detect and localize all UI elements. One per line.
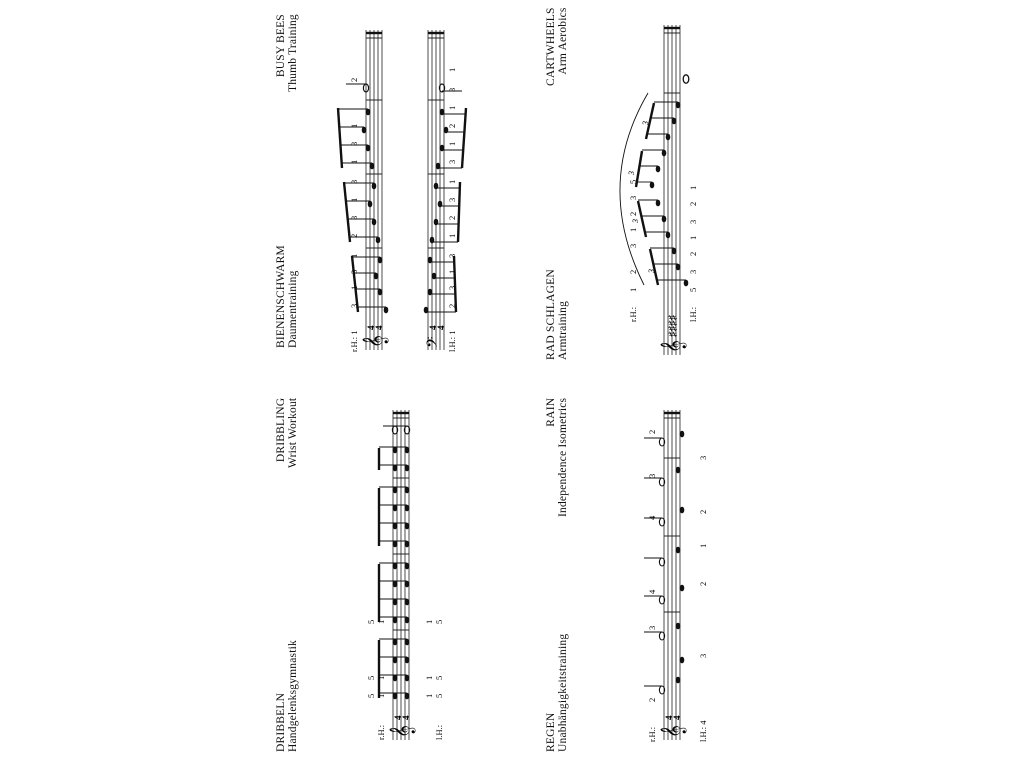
fingering-regen-lh [698, 456, 708, 742]
subtitle-text: Wrist Workout [287, 397, 299, 468]
finger-number: 1 [447, 141, 457, 146]
rh-label: r.H.: [376, 724, 386, 740]
finger-number: 5 [366, 675, 376, 680]
finger-number: 3 [628, 243, 638, 248]
finger-number: 1 [698, 543, 708, 548]
subtitle-text: Handgelenksgymnastik [287, 640, 299, 752]
svg-text:4: 4 [393, 715, 403, 720]
finger-number: 2 [688, 251, 698, 256]
finger-number: 3 [447, 253, 457, 258]
title-text: REGEN [545, 712, 557, 752]
finger-number: 1 [688, 235, 698, 240]
key-signature-sharps: ♯♯♯♯ [667, 315, 679, 337]
staff-lines [664, 410, 680, 740]
staff-radschlagen [620, 25, 689, 355]
finger-number: 2 [349, 233, 359, 238]
finger-number: 5 [628, 179, 638, 184]
lh-label: l.H.: [434, 724, 444, 740]
bass-clef-icon: 𝄢 [424, 336, 444, 348]
lh-label: l.H.: [688, 306, 698, 322]
subtitle-text: Unabhängigkeitstraining [557, 633, 569, 752]
title-text: DRIBBLING [275, 397, 287, 463]
finger-number: 2 [647, 429, 657, 434]
finger-number: 1 [628, 287, 638, 292]
finger-number: 2 [688, 201, 698, 206]
subtitle-text: Arm Aerobics [557, 7, 569, 75]
beams [338, 108, 358, 312]
finger-number: 5 [366, 693, 376, 698]
finger-number: 1 [349, 253, 359, 258]
svg-text:4: 4 [428, 325, 438, 330]
title-text: BIENENSCHWARM [275, 245, 287, 348]
subtitle-text: Armtraining [557, 300, 569, 360]
title-text: CARTWHEELS [545, 7, 557, 86]
staff-lines [428, 30, 444, 350]
title-text: BUSY BEES [275, 14, 287, 78]
tuplet-number: 3 [647, 269, 656, 273]
finger-number: 3 [447, 285, 457, 290]
finger-number: 1 [424, 693, 434, 698]
finger-number: 5 [434, 675, 444, 680]
finger-number: 5 [434, 693, 444, 698]
staff-lines [393, 410, 409, 740]
rh-label: r.H.: [628, 306, 638, 322]
finger-number: 5 [434, 619, 444, 624]
fingering-dribbeln-rh [366, 620, 386, 740]
lh-label: l.H.: 4 [698, 720, 708, 742]
finger-number: 1 [424, 675, 434, 680]
svg-text:4: 4 [672, 715, 682, 720]
rh-label: r.H.: 1 [349, 330, 359, 352]
finger-number: 2 [628, 269, 638, 274]
beams [454, 108, 466, 312]
finger-number: 2 [447, 215, 457, 220]
finger-number: 5 [688, 287, 698, 292]
finger-number: 3 [647, 473, 657, 478]
treble-clef-icon: 𝄞 [389, 724, 414, 738]
staff-regen [644, 410, 686, 740]
subtitle-text: Independence Isometrics [557, 397, 569, 517]
subtitle-text: Thumb Training [287, 14, 299, 92]
staff-dribbeln [379, 410, 415, 740]
staff-bienenschwarm-bass [424, 30, 466, 350]
treble-clef-icon: 𝄞 [660, 339, 685, 353]
finger-number: 1 [447, 233, 457, 238]
staff-lines [664, 25, 680, 355]
finger-number: 4 [647, 515, 657, 520]
subtitle-text: Daumentraining [287, 270, 299, 348]
svg-text:4: 4 [374, 325, 384, 330]
finger-number: 1 [447, 105, 457, 110]
fingering-radschlagen-lh [688, 186, 698, 322]
finger-number: 3 [647, 625, 657, 630]
svg-text:4: 4 [401, 715, 411, 720]
tuplet-number: 3 [627, 171, 636, 175]
finger-number: 1 [376, 619, 386, 624]
finger-number: 3 [349, 179, 359, 184]
finger-number: 2 [647, 697, 657, 702]
finger-number: 4 [647, 589, 657, 594]
title-text: DRIBBELN [275, 692, 287, 752]
svg-text:4: 4 [436, 325, 446, 330]
fingering-dribbeln-lh [424, 620, 444, 740]
tuplet-number: 3 [631, 219, 640, 223]
lh-label: l.H.: 1 [447, 330, 457, 352]
finger-number: 1 [349, 123, 359, 128]
finger-number: 1 [349, 285, 359, 290]
finger-number: 1 [447, 67, 457, 72]
time-signature: 4 [366, 325, 376, 330]
staff-bienenschwarm-treble [338, 30, 388, 350]
finger-number: 1 [447, 179, 457, 184]
finger-number: 3 [349, 269, 359, 274]
finger-number: 3 [698, 455, 708, 460]
svg-text:4: 4 [664, 715, 674, 720]
title-text: RAIN [545, 397, 557, 427]
finger-number: 3 [447, 197, 457, 202]
finger-number: 3 [447, 87, 457, 92]
finger-number: 3 [349, 303, 359, 308]
rh-label: r.H.: [647, 726, 657, 742]
finger-number: 3 [698, 653, 708, 658]
title-text: RAD SCHLAGEN [545, 269, 557, 360]
finger-number: 1 [447, 269, 457, 274]
finger-number: 5 [366, 619, 376, 624]
finger-number: 2 [698, 581, 708, 586]
finger-number: 3 [349, 215, 359, 220]
finger-number: 1 [349, 197, 359, 202]
finger-number: 2 [698, 509, 708, 514]
treble-clef-icon: 𝄞 [362, 334, 387, 348]
finger-number: 3 [447, 159, 457, 164]
noteheads [650, 75, 689, 286]
stems [637, 102, 686, 280]
finger-number: 1 [349, 159, 359, 164]
finger-number: 2 [447, 303, 457, 308]
finger-number: 2 [447, 123, 457, 128]
fingering-regen-rh [647, 430, 657, 742]
tuplet-number: 3 [641, 121, 650, 125]
beams [636, 103, 658, 285]
finger-number: 1 [376, 675, 386, 680]
finger-number: 3 [628, 195, 638, 200]
finger-number: 1 [376, 693, 386, 698]
finger-number: 3 [688, 219, 698, 224]
staff-lines [366, 30, 382, 350]
finger-number: 1 [628, 227, 638, 232]
finger-number: 1 [424, 619, 434, 624]
finger-number: 3 [349, 141, 359, 146]
finger-number: 1 [688, 185, 698, 190]
finger-number: 3 [688, 269, 698, 274]
finger-number: 2 [349, 77, 359, 82]
finger-number: 2 [628, 211, 638, 216]
treble-clef-icon: 𝄞 [660, 724, 685, 738]
